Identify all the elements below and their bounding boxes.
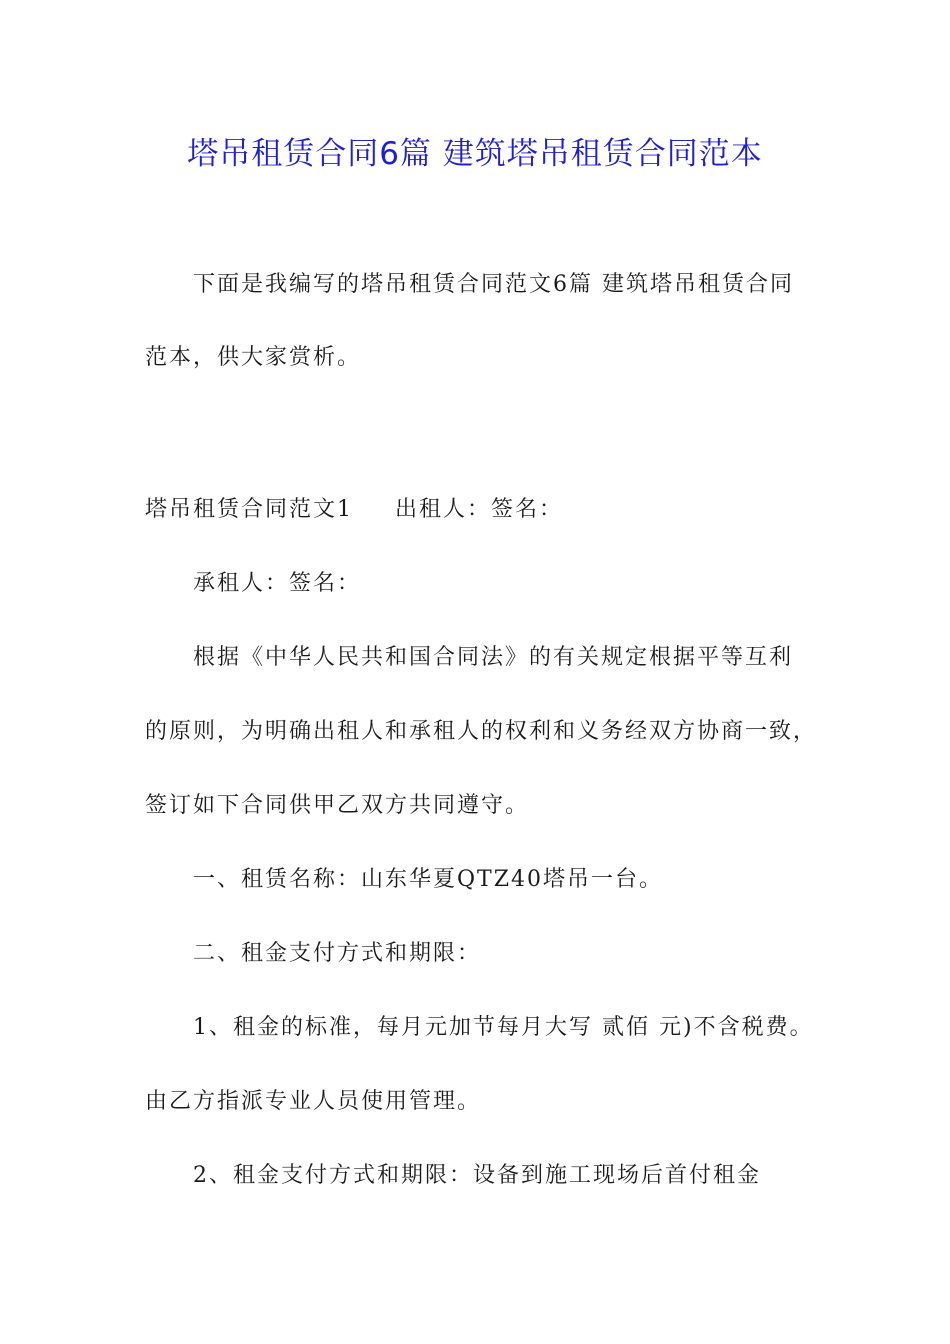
item-2-1-line-2: 由乙方指派专业人员使用管理。 [145, 1089, 482, 1114]
lessee-signature-line: 承租人：签名： [193, 571, 362, 596]
paragraph-1-line-3: 签订如下合同供甲乙双方共同遵守。 [145, 793, 530, 818]
item-2-2-line-1: 2、租金支付方式和期限：设备到施工现场后首付租金 [193, 1163, 761, 1188]
item-2: 二、租金支付方式和期限： [193, 941, 482, 966]
section-label: 塔吊租赁合同范文1 [145, 497, 353, 522]
intro-line-2: 范本，供大家赏析。 [145, 345, 362, 370]
lessor-signature-line: 出租人：签名： [395, 497, 564, 522]
intro-line-1: 下面是我编写的塔吊租赁合同范文6篇 建筑塔吊租赁合同 [193, 272, 794, 297]
paragraph-1-line-2: 的原则，为明确出租人和承租人的权利和义务经双方协商一致， [145, 719, 818, 744]
paragraph-1-line-1: 根据《中华人民共和国合同法》的有关规定根据平等互利 [193, 645, 794, 670]
section-heading-line [145, 495, 563, 525]
item-1: 一、租赁名称：山东华夏QTZ40塔吊一台。 [193, 867, 663, 892]
item-2-1-line-1: 1、租金的标准，每月元加节每月大写 贰佰 元)不含税费。 [193, 1015, 814, 1040]
document-title: 塔吊租赁合同6篇 建筑塔吊租赁合同范本 [187, 136, 763, 172]
